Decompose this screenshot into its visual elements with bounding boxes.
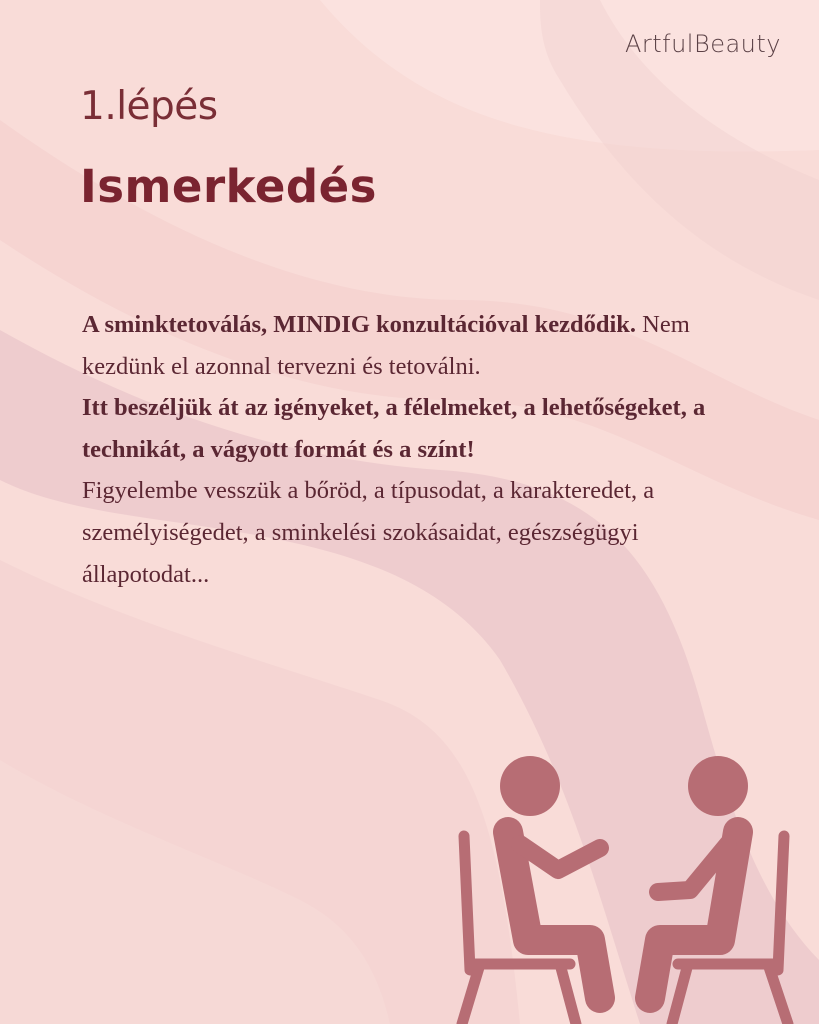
text-run: MINDIG: [273, 311, 370, 338]
two-people-sitting-conversation-icon: [450, 740, 819, 1024]
paragraph-2: [82, 387, 722, 470]
text-run: A sminktetoválás,: [82, 311, 274, 338]
text-run: Itt beszéljük át az igényeket, a félelmeket, a lehetőségeket, a technikát, a vágyott formát és a színt!: [82, 394, 706, 463]
paragraph-1: [82, 304, 722, 387]
text-run: Nem kezdünk el azonnal tervezni és tetoválni.: [82, 311, 690, 380]
body-text: [82, 304, 722, 595]
paragraph-3: [82, 470, 722, 595]
text-run: konzultációval kezdődik.: [369, 311, 637, 338]
brand-logo: ArtfulBeauty: [624, 30, 781, 58]
page-title: Ismerkedés: [80, 160, 377, 213]
step-label: 1.lépés: [80, 84, 218, 129]
text-run: Figyelembe vesszük a bőröd, a típusodat, a karakteredet, a személyiségedet, a sminkelési szokásaidat, egészségügyi állapotodat...: [82, 477, 655, 588]
